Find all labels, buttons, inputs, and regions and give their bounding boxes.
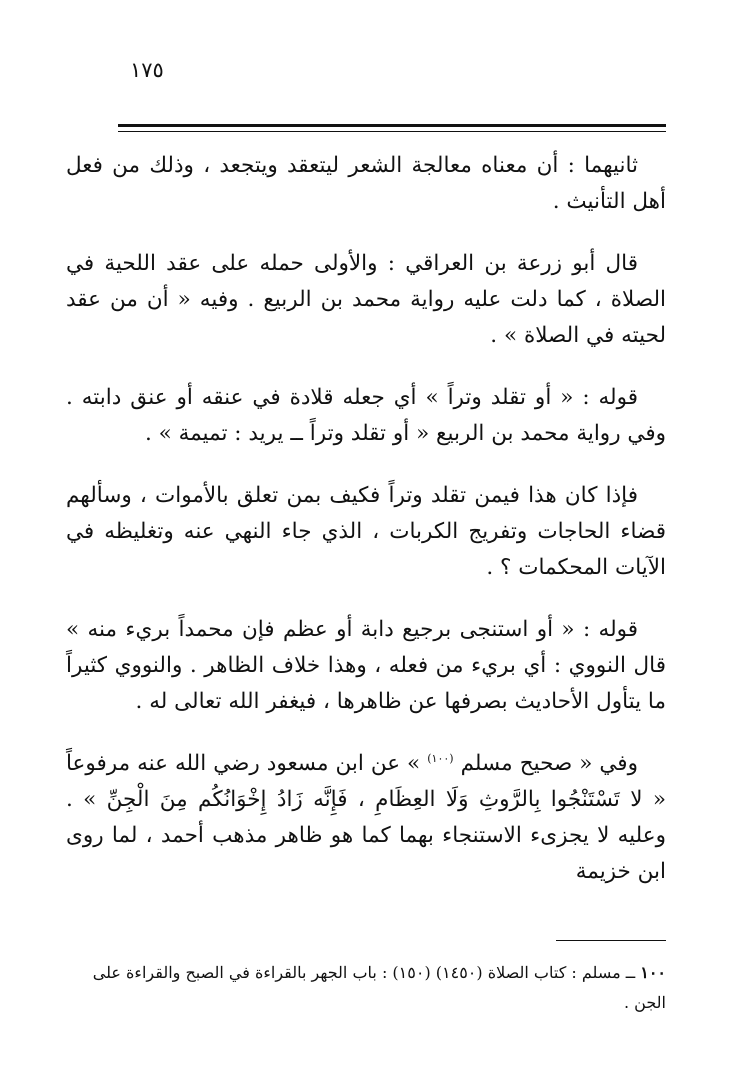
paragraph-4: فإذا كان هذا فيمن تقلد وتراً فكيف بمن تعلق بالأموات ، وسألهم قضاء الحاجات وتفريج الكربات ، الذي جاء النهي عنه وتغليظه في الآيات المحكمات ؟ .	[66, 483, 666, 580]
footnote-text: ــ مسلم : كتاب الصلاة (١٤٥٠) (١٥٠) : باب الجهر بالقراءة في الصبح والقراءة على الجن .	[92, 963, 666, 1012]
paragraph-5: قوله : « أو استنجى برجيع دابة أو عظم فإن محمداً بريء منه » قال النووي : أي بريء من فعله ، وهذا خلاف الظاهر . والنووي كثيراً ما يتأول الأحاديث بصرفها عن ظاهرها ، فيغفر الله تعالى له .	[66, 617, 666, 714]
paragraph-6	[66, 746, 666, 890]
footnote-number: ١٠٠	[640, 963, 666, 982]
header-rule-thin	[118, 131, 666, 132]
paragraph-1: ثانيهما : أن معناه معالجة الشعر ليتعقد ويتجعد ، وذلك من فعل أهل التأنيث .	[66, 153, 666, 214]
page-number: ١٧٥	[130, 58, 164, 82]
paragraph-6-before-ref: وفي « صحيح مسلم	[460, 751, 638, 776]
paragraph-2: قال أبو زرعة بن العراقي : والأولى حمله على عقد اللحية في الصلاة ، كما دلت عليه رواية محمد بن الربيع . وفيه « أن من عقد لحيته في الصلاة » .	[66, 251, 666, 348]
paragraph-3: قوله : « أو تقلد وتراً » أي جعله قلادة في عنقه أو عنق دابته . وفي رواية محمد بن الربيع « أو تقلد وتراً ــ يريد : تميمة » .	[66, 385, 666, 446]
body-text	[66, 148, 666, 916]
header-rule-thick	[118, 124, 666, 127]
footnote-rule	[556, 940, 666, 941]
footnote	[66, 958, 666, 1018]
paragraph-6-after-ref: » عن ابن مسعود رضي الله عنه مرفوعاً « لا تَسْتَنْجُوا بِالرَّوثِ وَلَا العِظَامِ ، فَإِنَّه زَادُ إِخْوَانُكُم مِنَ الْجِنِّ » . وعليه لا يجزىء الاستنجاء بهما كما هو ظاهر مذهب أحمد ، لما روى ابن خزيمة	[66, 751, 666, 884]
footnote-reference: (١٠٠)	[427, 751, 454, 765]
